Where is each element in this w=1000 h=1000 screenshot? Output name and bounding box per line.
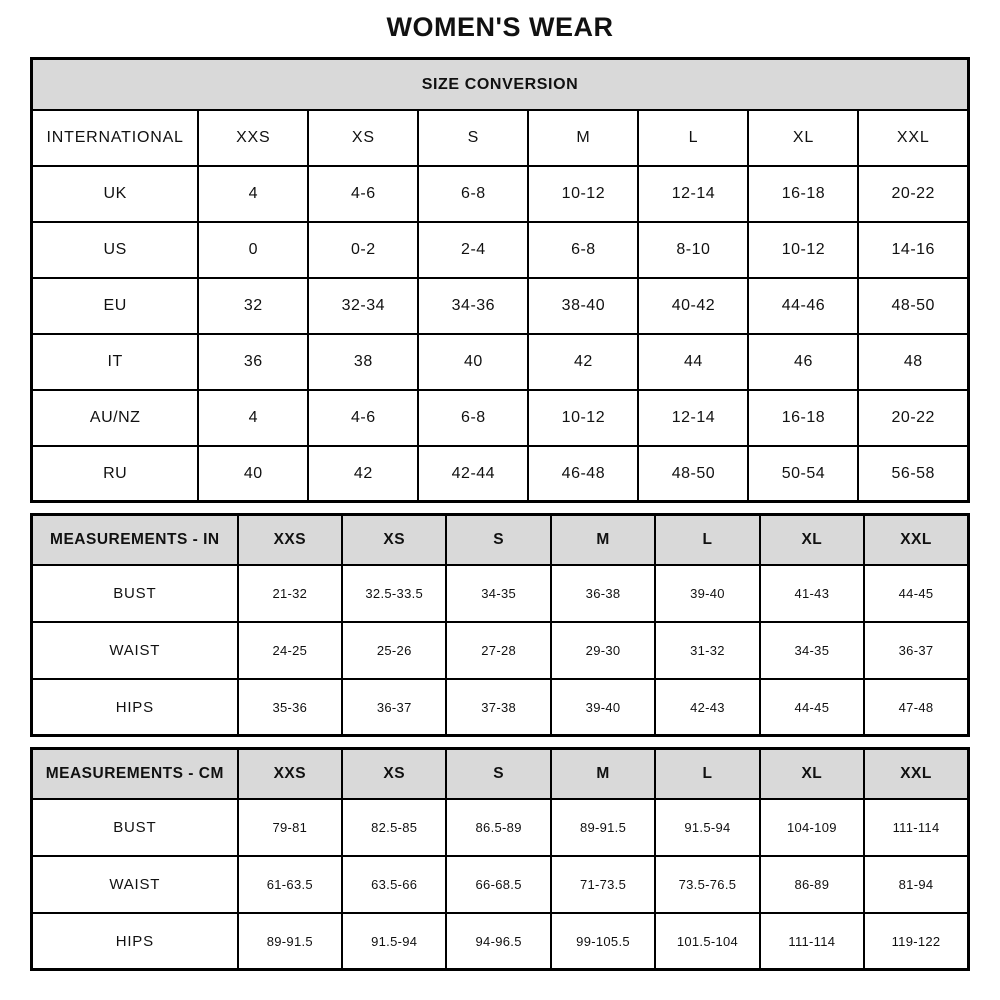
table-row bbox=[32, 334, 969, 390]
value-cell: 94-96.5 bbox=[446, 913, 550, 970]
table-row bbox=[32, 913, 969, 970]
size-header-cell: L bbox=[638, 110, 748, 166]
row-label-cell: RU bbox=[32, 446, 199, 502]
table-row bbox=[32, 622, 969, 679]
size-header-cell: XXS bbox=[238, 749, 342, 799]
value-cell: 44-45 bbox=[864, 565, 968, 622]
row-label-cell: HIPS bbox=[32, 679, 238, 736]
value-cell: 10-12 bbox=[748, 222, 858, 278]
row-label-cell: WAIST bbox=[32, 856, 238, 913]
banner-row bbox=[32, 59, 969, 110]
value-cell: 16-18 bbox=[748, 390, 858, 446]
size-header-cell: L bbox=[655, 749, 759, 799]
header-row bbox=[32, 515, 969, 565]
value-cell: 36-38 bbox=[551, 565, 655, 622]
size-header-cell: S bbox=[446, 749, 550, 799]
value-cell: 6-8 bbox=[418, 166, 528, 222]
header-row bbox=[32, 749, 969, 799]
value-cell: 50-54 bbox=[748, 446, 858, 502]
size-header-cell: XXS bbox=[238, 515, 342, 565]
value-cell: 91.5-94 bbox=[342, 913, 446, 970]
value-cell: 82.5-85 bbox=[342, 799, 446, 856]
value-cell: 4-6 bbox=[308, 390, 418, 446]
size-header-cell: XL bbox=[760, 749, 864, 799]
size-header-cell: M bbox=[551, 749, 655, 799]
value-cell: 56-58 bbox=[858, 446, 968, 502]
table-row bbox=[32, 390, 969, 446]
table-row bbox=[32, 799, 969, 856]
row-label-cell: EU bbox=[32, 278, 199, 334]
size-header-cell: XL bbox=[760, 515, 864, 565]
measurements-in-table bbox=[30, 513, 970, 737]
value-cell: 36-37 bbox=[864, 622, 968, 679]
value-cell: 61-63.5 bbox=[238, 856, 342, 913]
value-cell: 20-22 bbox=[858, 390, 968, 446]
size-header-cell: XS bbox=[342, 515, 446, 565]
size-header-cell: L bbox=[655, 515, 759, 565]
value-cell: 111-114 bbox=[760, 913, 864, 970]
value-cell: 34-35 bbox=[760, 622, 864, 679]
value-cell: 27-28 bbox=[446, 622, 550, 679]
value-cell: 89-91.5 bbox=[238, 913, 342, 970]
size-header-cell: S bbox=[418, 110, 528, 166]
value-cell: 86-89 bbox=[760, 856, 864, 913]
page-title: WOMEN'S WEAR bbox=[386, 12, 614, 42]
value-cell: 35-36 bbox=[238, 679, 342, 736]
table-banner: SIZE CONVERSION bbox=[32, 59, 969, 110]
value-cell: 66-68.5 bbox=[446, 856, 550, 913]
size-header-cell: M bbox=[528, 110, 638, 166]
value-cell: 8-10 bbox=[638, 222, 748, 278]
table-title-cell: MEASUREMENTS - IN bbox=[32, 515, 238, 565]
value-cell: 42 bbox=[528, 334, 638, 390]
value-cell: 39-40 bbox=[655, 565, 759, 622]
value-cell: 42-43 bbox=[655, 679, 759, 736]
value-cell: 41-43 bbox=[760, 565, 864, 622]
table-title-cell: MEASUREMENTS - CM bbox=[32, 749, 238, 799]
size-header-cell: XXL bbox=[864, 749, 968, 799]
table-row bbox=[32, 278, 969, 334]
value-cell: 24-25 bbox=[238, 622, 342, 679]
size-header-cell: XS bbox=[342, 749, 446, 799]
value-cell: 6-8 bbox=[418, 390, 528, 446]
row-label-cell: HIPS bbox=[32, 913, 238, 970]
row-label-cell: IT bbox=[32, 334, 199, 390]
value-cell: 21-32 bbox=[238, 565, 342, 622]
value-cell: 34-36 bbox=[418, 278, 528, 334]
row-label-cell: UK bbox=[32, 166, 199, 222]
value-cell: 44-46 bbox=[748, 278, 858, 334]
value-cell: 14-16 bbox=[858, 222, 968, 278]
table-row bbox=[32, 679, 969, 736]
size-header-cell: XXS bbox=[198, 110, 308, 166]
value-cell: 119-122 bbox=[864, 913, 968, 970]
value-cell: 12-14 bbox=[638, 166, 748, 222]
value-cell: 48 bbox=[858, 334, 968, 390]
value-cell: 48-50 bbox=[638, 446, 748, 502]
value-cell: 40-42 bbox=[638, 278, 748, 334]
value-cell: 63.5-66 bbox=[342, 856, 446, 913]
value-cell: 36 bbox=[198, 334, 308, 390]
value-cell: 32 bbox=[198, 278, 308, 334]
value-cell: 101.5-104 bbox=[655, 913, 759, 970]
value-cell: 32-34 bbox=[308, 278, 418, 334]
value-cell: 10-12 bbox=[528, 166, 638, 222]
size-conversion-table bbox=[30, 57, 970, 503]
value-cell: 0 bbox=[198, 222, 308, 278]
value-cell: 39-40 bbox=[551, 679, 655, 736]
value-cell: 40 bbox=[418, 334, 528, 390]
value-cell: 79-81 bbox=[238, 799, 342, 856]
value-cell: 46-48 bbox=[528, 446, 638, 502]
size-header-cell: XL bbox=[748, 110, 858, 166]
value-cell: 38 bbox=[308, 334, 418, 390]
value-cell: 4 bbox=[198, 390, 308, 446]
value-cell: 44-45 bbox=[760, 679, 864, 736]
value-cell: 16-18 bbox=[748, 166, 858, 222]
value-cell: 32.5-33.5 bbox=[342, 565, 446, 622]
value-cell: 81-94 bbox=[864, 856, 968, 913]
value-cell: 25-26 bbox=[342, 622, 446, 679]
value-cell: 31-32 bbox=[655, 622, 759, 679]
row-label-cell: AU/NZ bbox=[32, 390, 199, 446]
value-cell: 71-73.5 bbox=[551, 856, 655, 913]
value-cell: 73.5-76.5 bbox=[655, 856, 759, 913]
value-cell: 89-91.5 bbox=[551, 799, 655, 856]
table-row bbox=[32, 166, 969, 222]
table-title-cell: INTERNATIONAL bbox=[32, 110, 199, 166]
value-cell: 48-50 bbox=[858, 278, 968, 334]
table-row bbox=[32, 446, 969, 502]
value-cell: 10-12 bbox=[528, 390, 638, 446]
value-cell: 4-6 bbox=[308, 166, 418, 222]
value-cell: 2-4 bbox=[418, 222, 528, 278]
size-header-cell: XXL bbox=[864, 515, 968, 565]
value-cell: 40 bbox=[198, 446, 308, 502]
table-row bbox=[32, 856, 969, 913]
value-cell: 0-2 bbox=[308, 222, 418, 278]
value-cell: 91.5-94 bbox=[655, 799, 759, 856]
row-label-cell: WAIST bbox=[32, 622, 238, 679]
row-label-cell: BUST bbox=[32, 565, 238, 622]
table-row bbox=[32, 222, 969, 278]
measurements-cm-table bbox=[30, 747, 970, 971]
row-label-cell: US bbox=[32, 222, 199, 278]
value-cell: 42-44 bbox=[418, 446, 528, 502]
size-header-cell: S bbox=[446, 515, 550, 565]
row-label-cell: BUST bbox=[32, 799, 238, 856]
table-row bbox=[32, 565, 969, 622]
value-cell: 36-37 bbox=[342, 679, 446, 736]
value-cell: 4 bbox=[198, 166, 308, 222]
header-row bbox=[32, 110, 969, 166]
value-cell: 46 bbox=[748, 334, 858, 390]
size-header-cell: XXL bbox=[858, 110, 968, 166]
value-cell: 34-35 bbox=[446, 565, 550, 622]
value-cell: 29-30 bbox=[551, 622, 655, 679]
value-cell: 47-48 bbox=[864, 679, 968, 736]
value-cell: 37-38 bbox=[446, 679, 550, 736]
value-cell: 111-114 bbox=[864, 799, 968, 856]
value-cell: 44 bbox=[638, 334, 748, 390]
value-cell: 6-8 bbox=[528, 222, 638, 278]
value-cell: 86.5-89 bbox=[446, 799, 550, 856]
value-cell: 99-105.5 bbox=[551, 913, 655, 970]
value-cell: 20-22 bbox=[858, 166, 968, 222]
value-cell: 104-109 bbox=[760, 799, 864, 856]
size-header-cell: XS bbox=[308, 110, 418, 166]
value-cell: 12-14 bbox=[638, 390, 748, 446]
size-header-cell: M bbox=[551, 515, 655, 565]
value-cell: 38-40 bbox=[528, 278, 638, 334]
value-cell: 42 bbox=[308, 446, 418, 502]
